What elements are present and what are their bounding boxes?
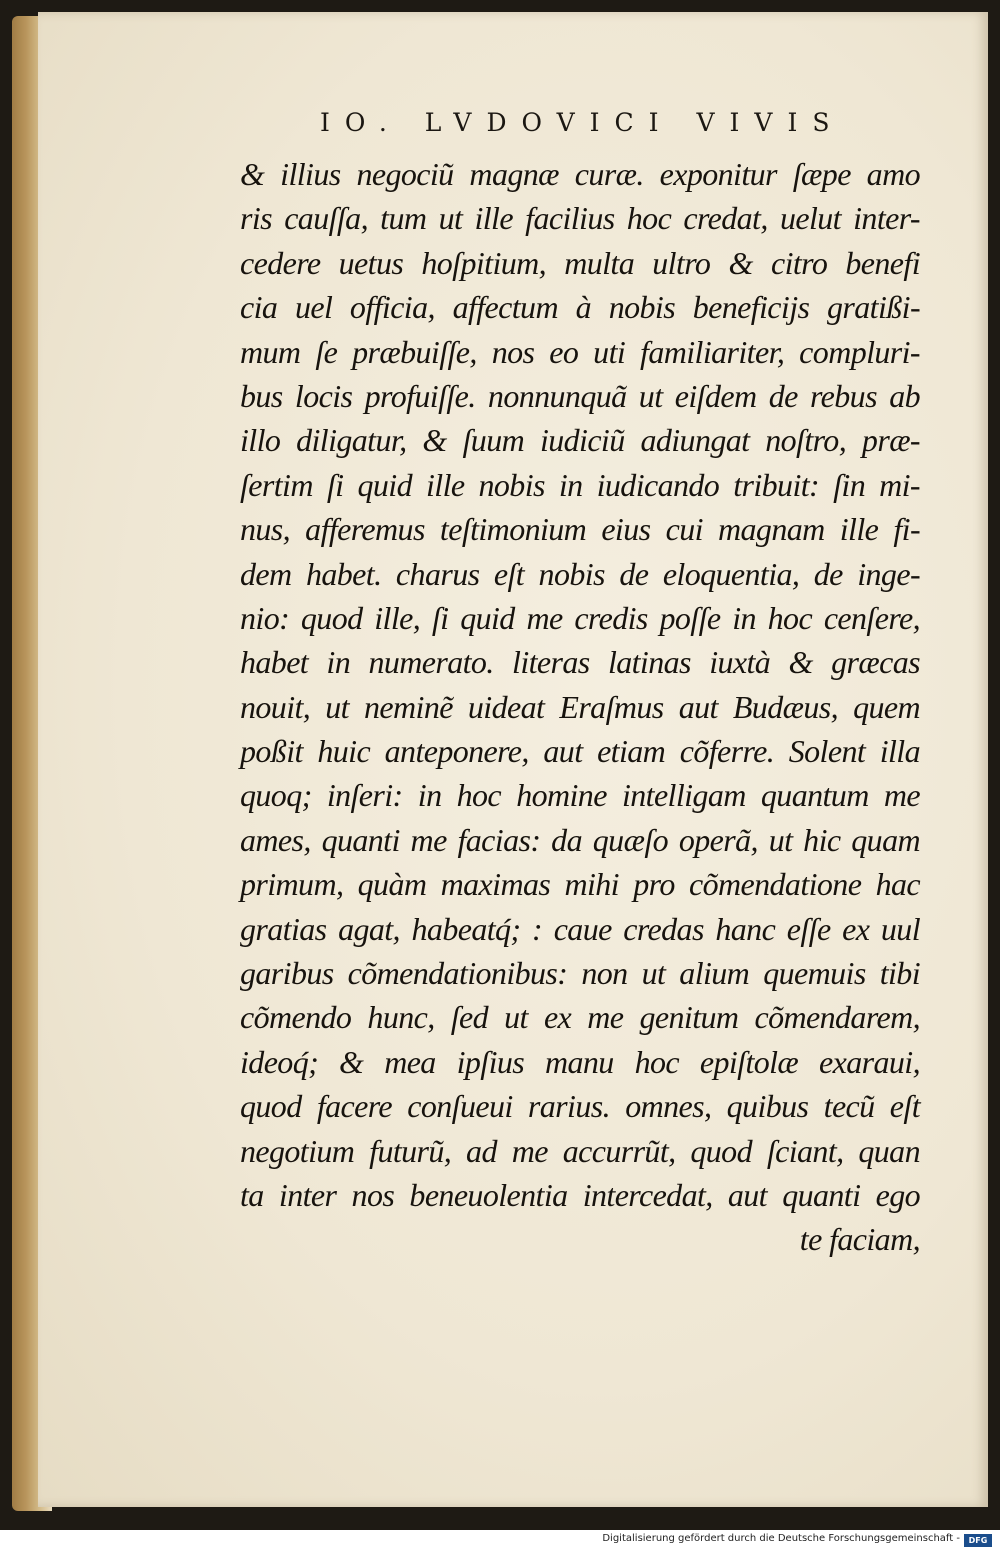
- text-line: habet in numerato. literas latinas iuxtà & græcas: [240, 644, 920, 681]
- text-line: poßit huic anteponere, aut etiam cõferre. Solent illa: [240, 733, 920, 770]
- text-line: ames, quanti me facias: da quæſo operã, ut hic quam: [240, 821, 920, 858]
- text-line: nouit, ut neminẽ uideat Eraſmus aut Budæus, quem: [240, 688, 920, 725]
- funding-credit: Digitalisierung gefördert durch die Deutsche Forschungsgemeinschaft -: [602, 1533, 960, 1544]
- text-line: & illius negociũ magnæ curæ. exponitur ſæpe amo: [240, 156, 920, 192]
- text-line: bus locis profuiſſe. nonnunquã ut eiſdem de rebus ab: [240, 377, 920, 414]
- text-line: primum, quàm maximas mihi pro cõmendatione hac: [240, 866, 920, 903]
- text-line: ſertim ſi quid ille nobis in iudicando tribuit: ſin mi-: [240, 466, 920, 503]
- text-line: quoq; inſeri: in hoc homine intelligam quantum me: [240, 777, 920, 814]
- text-line: negotium futurũ, ad me accurrũt, quod ſciant, quan: [240, 1132, 920, 1169]
- text-line: mum ſe præbuiſſe, nos eo uti familiariter, compluri-: [240, 333, 920, 370]
- dfg-logo-icon: DFG: [964, 1534, 992, 1547]
- text-line: cia uel officia, affectum à nobis beneficijs gratißi-: [240, 289, 920, 326]
- catchword-line: te faciam,: [799, 1221, 920, 1258]
- text-line: cedere uetus hoſpitium, multa ultro & citro benefi: [240, 244, 920, 281]
- running-header: IO. LVDOVICI VIVIS: [320, 108, 845, 137]
- text-line: ris cauſſa, tum ut ille facilius hoc credat, uelut inter-: [240, 200, 920, 237]
- text-line: garibus cõmendationibus: non ut alium quemuis tibi: [240, 955, 920, 992]
- body-text: [240, 152, 920, 1262]
- text-line: illo diligatur, & ſuum iudiciũ adiungat noſtro, præ-: [240, 422, 920, 459]
- text-line: ideoq́; & mea ipſius manu hoc epiſtolæ exaraui,: [240, 1043, 920, 1080]
- text-line: nus, afferemus teſtimonium eius cui magnam ille fi-: [240, 511, 920, 548]
- text-line: gratias agat, habeatq́; : caue credas hanc eſſe ex uul: [240, 910, 920, 947]
- text-line: ta inter nos beneuolentia intercedat, aut quanti ego: [240, 1176, 920, 1213]
- digitization-footer: [0, 1530, 1000, 1551]
- text-line: quod facere conſueui rarius. omnes, quibus tecũ eſt: [240, 1088, 920, 1125]
- text-line: cõmendo hunc, ſed ut ex me genitum cõmendarem,: [240, 999, 920, 1036]
- text-line: nio: quod ille, ſi quid me credis poſſe in hoc cenſere,: [240, 599, 920, 636]
- text-line: dem habet. charus eſt nobis de eloquentia, de inge-: [240, 555, 920, 592]
